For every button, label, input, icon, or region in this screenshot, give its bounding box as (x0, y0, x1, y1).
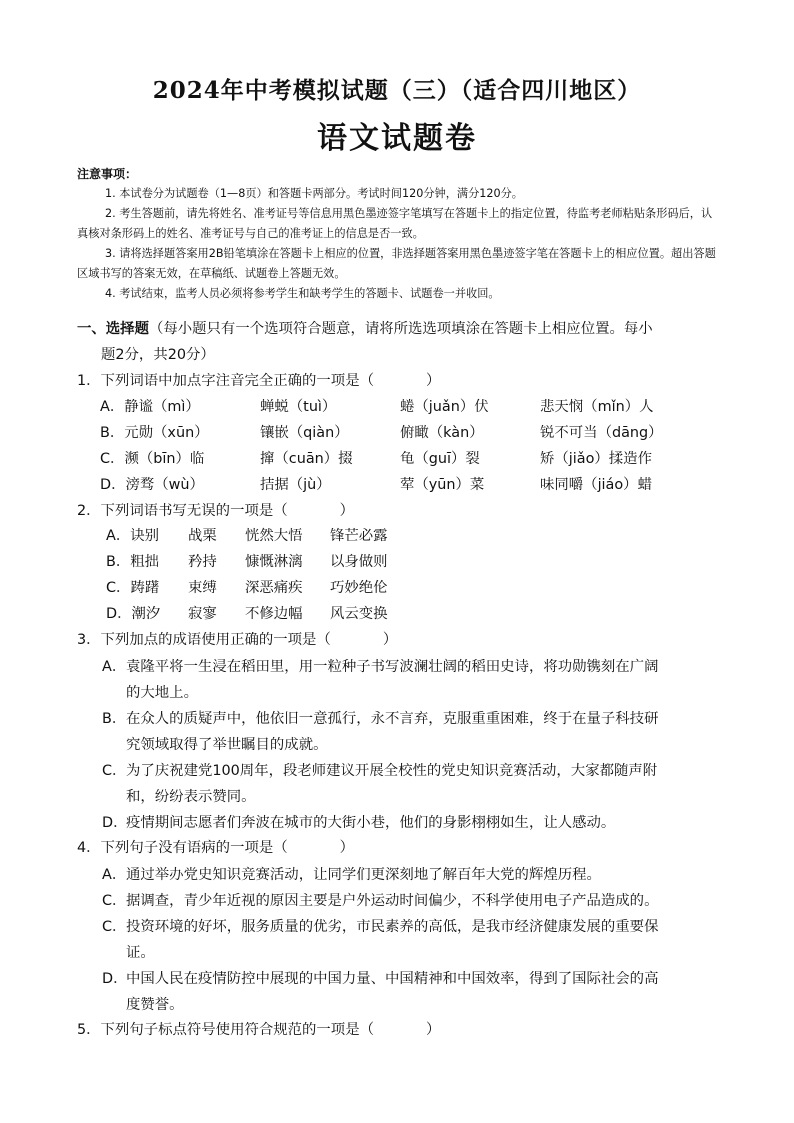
section-title: 一、选择题 (77, 321, 149, 337)
q1-option-word: 镶嵌（qiàn） (260, 425, 349, 441)
option-label: C． (102, 763, 127, 779)
q3-option (102, 758, 722, 810)
option-text: 度赞誉。 (126, 997, 184, 1013)
section-instruction: （每小题只有一个选项符合题意，请将所选选项填涂在答题卡上相应位置。每小 (148, 321, 653, 337)
option-label: A． (102, 659, 127, 675)
q2-option-word: 风云变换 (330, 606, 388, 622)
question-text: 1．下列词语中加点字注音完全正确的一项是（ (77, 373, 374, 389)
option-label: C． (102, 919, 127, 935)
q2-option-word: 锋芒必露 (330, 528, 388, 544)
option-text: 通过举办党史知识竞赛活动，让同学们更深刻地了解百年大党的辉煌历程。 (126, 867, 601, 883)
option-text: 投资环境的好坏，服务质量的优劣，市民素养的高低，是我市经济健康发展的重要保 (126, 919, 659, 935)
question-1-stem (77, 369, 440, 390)
q1-option-word: 锐不可当（dāng） (540, 425, 663, 441)
question-close: ） (339, 503, 355, 519)
option-label: D． (102, 815, 128, 831)
q1-option-word: 悲天悯（mǐn）人 (540, 399, 654, 415)
q2-option-word: 束缚 (188, 580, 217, 596)
notice-item: 2. 考生答题前，请先将姓名、准考证号等信息用黑色墨迹签字笔填写在答题卡上的指定位置，待监考老师粘贴条形码后，认真核对条形码上的姓名、准考证号与自己的准考证上的信息是否一致。 (77, 207, 713, 240)
section-heading (77, 317, 653, 338)
option-text: 据调查，青少年近视的原因主要是户外运动时间偏少，不科学使用电子产品造成的。 (126, 893, 659, 909)
q2-option-word: 以身做则 (330, 554, 388, 570)
q2-option-word: C．踌躇 (106, 580, 160, 596)
notice-heading: 注意事项： (77, 167, 138, 181)
q1-option-word: A．静谧（mì） (100, 399, 200, 415)
question-2-stem (77, 499, 354, 520)
notice-list (77, 184, 717, 304)
q2-option-word: D．潮汐 (106, 606, 161, 622)
option-label: B． (102, 711, 127, 727)
q2-option-word: 恍然大悟 (245, 528, 303, 544)
q2-option-word: A．诀别 (106, 528, 160, 544)
q2-option-word: 不修边幅 (245, 606, 303, 622)
q1-option-word: 龟（guī）裂 (400, 451, 480, 467)
question-close: ） (382, 632, 398, 648)
exam-subtitle: 语文试题卷 (317, 121, 477, 156)
q1-option-word: 拮据（jù） (260, 477, 331, 493)
q2-option-word: 矜持 (188, 554, 217, 570)
option-text: 的大地上。 (126, 685, 198, 701)
q2-option-word: 寂寥 (188, 606, 217, 622)
q3-option (102, 654, 722, 706)
q2-option-word: 深恶痛疾 (245, 580, 303, 596)
question-close: ） (425, 373, 441, 389)
option-text: 中国人民在疫情防控中展现的中国力量、中国精神和中国效率，得到了国际社会的高 (126, 971, 659, 987)
q1-option-word: D．滂骛（wù） (100, 477, 204, 493)
q4-option (102, 862, 722, 888)
q4-option (102, 966, 722, 1018)
q1-option-word: 蝉蜕（tuì） (260, 399, 337, 415)
notice-item: 1. 本试卷分为试题卷（1—8页）和答题卡两部分。考试时间120分钟，满分120分。 (105, 187, 523, 200)
notice-item: 3. 请将选择题答案用2B铅笔填涂在答题卡上相应的位置，非选择题答案用黑色墨迹签字笔在答题卡上的相应位置。超出答题区域书写的答案无效，在草稿纸、试题卷上答题无效。 (77, 247, 716, 280)
q1-option-word: 蜷（juǎn）伏 (400, 399, 489, 415)
q3-option (102, 810, 722, 836)
option-text: 究领域取得了举世瞩目的成就。 (126, 737, 328, 753)
option-label: A． (102, 867, 127, 883)
q2-option-word: 巧妙绝伦 (330, 580, 388, 596)
q2-option-word: 慷慨淋漓 (245, 554, 303, 570)
question-4-stem (77, 836, 354, 857)
notice-item: 4. 考试结束，监考人员必须将参考学生和缺考学生的答题卡、试题卷一并收回。 (105, 287, 500, 300)
option-text: 在众人的质疑声中，他依旧一意孤行，永不言弃，克服重重困难，终于在量子科技研 (126, 711, 659, 727)
q1-option-word: 撺（cuān）掇 (260, 451, 353, 467)
q1-option-word: 俯瞰（kàn） (400, 425, 484, 441)
q4-option (102, 888, 722, 914)
question-close: ） (425, 1022, 441, 1038)
question-text: 3．下列加点的成语使用正确的一项是（ (77, 632, 331, 648)
question-close: ） (339, 840, 355, 856)
section-instruction-cont: 题2分，共20分） (101, 347, 215, 363)
option-label: C． (102, 893, 127, 909)
option-text: 为了庆祝建党100周年，段老师建议开展全校性的党史知识竞赛活动，大家都随声附 (126, 763, 658, 779)
q1-option-word: C．濒（bīn）临 (100, 451, 205, 467)
option-label: D． (102, 971, 128, 987)
q4-option (102, 914, 722, 966)
q2-option-word: B．粗拙 (106, 554, 160, 570)
question-text: 2．下列词语书写无误的一项是（ (77, 503, 288, 519)
q3-option (102, 706, 722, 758)
option-text: 疫情期间志愿者们奔波在城市的大街小巷，他们的身影栩栩如生，让人感动。 (126, 815, 616, 831)
question-text: 5．下列句子标点符号使用符合规范的一项是（ (77, 1022, 374, 1038)
question-3-stem (77, 628, 397, 649)
q1-option-word: 味同嚼（jiáo）蜡 (540, 477, 652, 493)
exam-title: 2024年中考模拟试题（三）（适合四川地区） (152, 77, 642, 104)
q1-option-word: B．元勋（xūn） (100, 425, 209, 441)
option-text: 袁隆平将一生浸在稻田里，用一粒种子书写波澜壮阔的稻田史诗，将功勋镌刻在广阔 (126, 659, 659, 675)
q1-option-word: 荤（yūn）菜 (400, 477, 485, 493)
option-text: 证。 (126, 945, 155, 961)
question-text: 4．下列句子没有语病的一项是（ (77, 840, 288, 856)
q2-option-word: 战栗 (188, 528, 217, 544)
q1-option-word: 矫（jiǎo）揉造作 (540, 451, 652, 467)
option-text: 和，纷纷表示赞同。 (126, 789, 256, 805)
question-5-stem (77, 1018, 440, 1039)
